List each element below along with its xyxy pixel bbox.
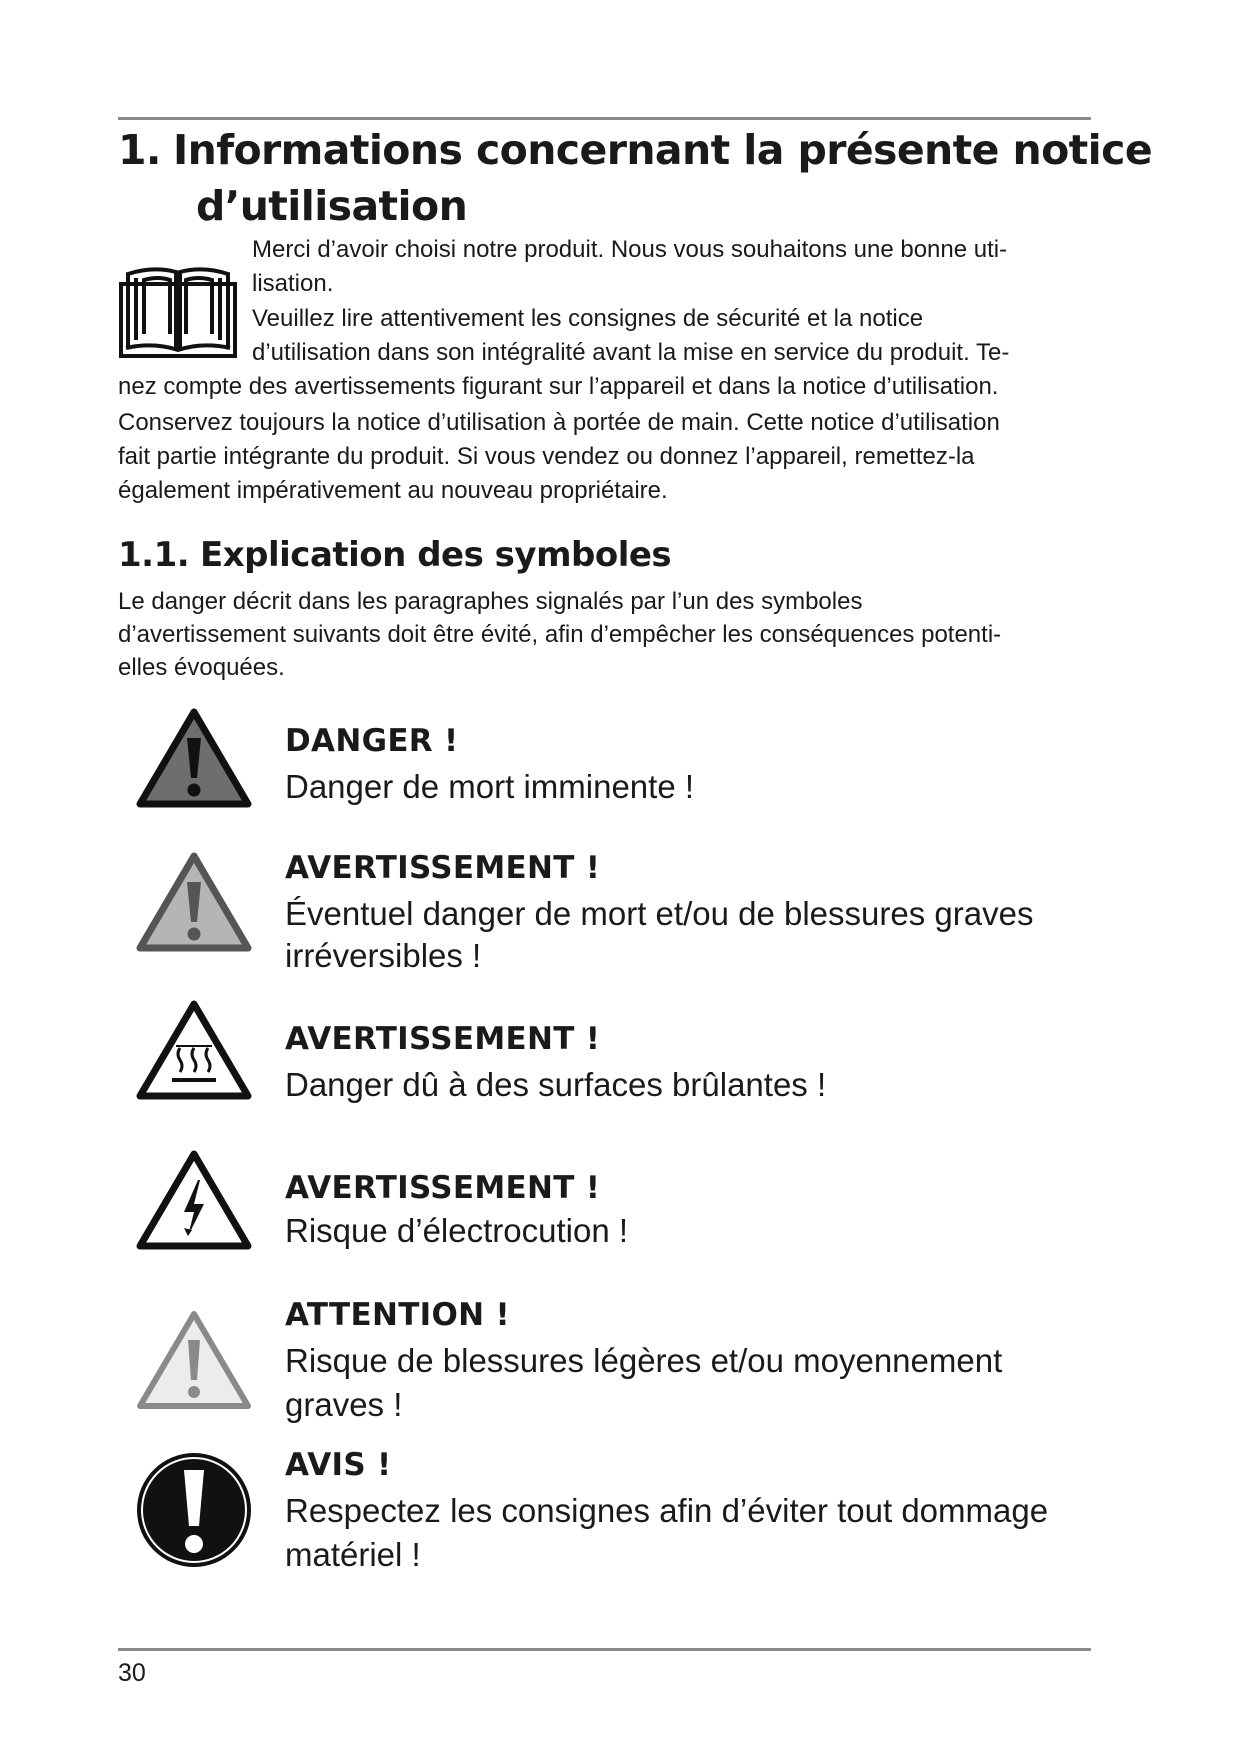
section-title-line-1: Informations concernant la présente notice <box>173 126 1153 174</box>
intro-line: nez compte des avertissements figurant sur l’appareil et dans la notice d’utilisation. <box>118 373 999 400</box>
caution-triangle-icon <box>134 1308 254 1414</box>
intro-line: Conservez toujours la notice d’utilisation à portée de main. Cette notice d’utilisation <box>118 409 1000 436</box>
bottom-rule <box>118 1648 1091 1651</box>
symbol-description: Danger de mort imminente ! <box>285 768 695 805</box>
section-title-line-2: d’utilisation <box>196 182 468 230</box>
symbol-description: irréversibles ! <box>285 937 482 974</box>
intro-line: également impérativement au nouveau propriétaire. <box>118 477 668 504</box>
subsection-number: 1.1. <box>118 535 190 575</box>
symbol-description: Éventuel danger de mort et/ou de blessures graves <box>285 895 1034 932</box>
hot-surface-icon <box>134 998 254 1104</box>
intro-line: Veuillez lire attentivement les consignes de sécurité et la notice <box>252 305 924 332</box>
read-manual-icon <box>118 256 238 360</box>
section-number: 1. <box>118 126 161 174</box>
symbol-description: graves ! <box>285 1386 403 1423</box>
subsection-title: Explication des symboles <box>200 535 672 575</box>
intro-line: Merci d’avoir choisi notre produit. Nous vous souhaitons une bonne uti- <box>252 236 1008 263</box>
symbol-description: matériel ! <box>285 1536 421 1573</box>
intro-line: fait partie intégrante du produit. Si vous vendez ou donnez l’appareil, remettez-la <box>118 443 975 470</box>
symbols-intro-line: Le danger décrit dans les paragraphes signalés par l’un des symboles <box>118 588 863 615</box>
symbol-title: AVERTISSEMENT ! <box>285 850 601 886</box>
symbol-title: AVERTISSEMENT ! <box>285 1170 601 1206</box>
warning-triangle-icon <box>134 850 254 956</box>
subsection-heading <box>118 531 671 579</box>
symbol-title: AVERTISSEMENT ! <box>285 1021 601 1057</box>
symbol-description: Danger dû à des surfaces brûlantes ! <box>285 1066 827 1103</box>
electric-shock-icon <box>134 1148 254 1254</box>
intro-line: lisation. <box>252 270 334 297</box>
symbols-intro-line: elles évoquées. <box>118 654 285 681</box>
symbol-title: ATTENTION ! <box>285 1297 510 1333</box>
top-rule <box>118 117 1091 120</box>
notice-circle-icon <box>134 1448 254 1572</box>
intro-line: d’utilisation dans son intégralité avant la mise en service du produit. Te- <box>252 339 1010 366</box>
symbol-title: DANGER ! <box>285 723 459 759</box>
symbol-description: Risque d’électrocution ! <box>285 1212 629 1249</box>
page-number: 30 <box>118 1659 146 1687</box>
symbol-description: Risque de blessures légères et/ou moyennement <box>285 1342 1003 1379</box>
danger-triangle-icon <box>134 706 254 812</box>
symbol-description: Respectez les consignes afin d’éviter tout dommage <box>285 1492 1049 1529</box>
symbols-intro-line: d’avertissement suivants doit être évité, afin d’empêcher les conséquences potenti- <box>118 621 1002 648</box>
symbol-title: AVIS ! <box>285 1447 392 1483</box>
